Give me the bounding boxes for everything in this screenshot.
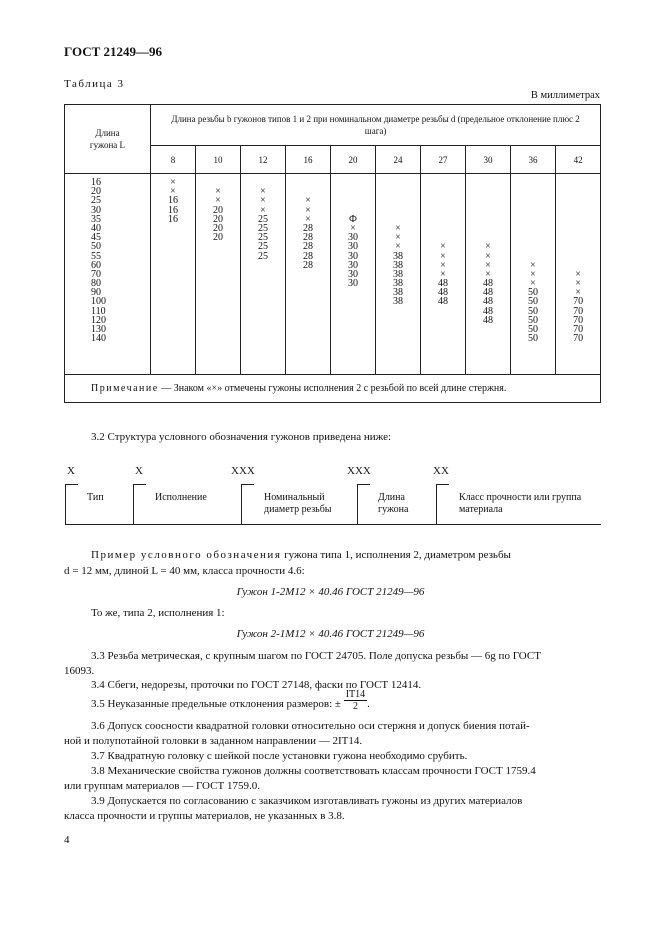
thread-length-cell — [286, 325, 330, 334]
thread-length-cell: 70 — [573, 324, 584, 335]
thread-length-cell: 25 — [258, 232, 268, 244]
fraction-numerator: IT14 — [345, 689, 366, 700]
thread-length-cell — [151, 307, 195, 316]
thread-length-cell: × — [350, 222, 356, 234]
fraction-denominator: 2 — [352, 701, 358, 712]
thread-length-cell: × — [260, 195, 266, 207]
thread-length-cell — [376, 206, 420, 215]
thread-length-cell: × — [440, 250, 446, 262]
thread-length-cell — [196, 288, 240, 297]
thread-length-cell: × — [485, 250, 491, 262]
paragraph-3-7: 3.7 Квадратную головку с шейкой после установки гужона необходимо срубить. — [91, 750, 468, 762]
note-label: Примечание — [91, 383, 159, 394]
thread-length-table — [64, 104, 601, 403]
thread-length-cell: × — [215, 195, 221, 207]
length-value: 120 — [91, 314, 106, 326]
thread-length-cell — [376, 196, 420, 205]
thread-length-column — [331, 174, 376, 375]
thread-length-cell — [511, 215, 555, 224]
thread-length-cell: 48 — [483, 278, 493, 290]
length-header-line: гужона L — [89, 140, 126, 150]
thread-length-cell: 30 — [348, 268, 358, 280]
thread-length-cell — [511, 178, 555, 187]
thread-length-cell — [241, 270, 285, 279]
thread-length-column — [556, 174, 601, 375]
paragraph-3-3: 3.3 Резьба метрическая, с крупным шагом по ГОСТ 24705. Поле допуска резьбы — 6g по ГОСТ — [91, 650, 541, 662]
thread-length-cell — [421, 187, 465, 196]
thread-length-cell — [421, 307, 465, 316]
thread-length-cell — [511, 187, 555, 196]
thread-length-cell — [331, 307, 375, 316]
thread-length-cell — [466, 178, 510, 187]
thread-length-cell: 50 — [528, 333, 538, 345]
thread-length-cell: 25 — [258, 213, 268, 225]
thread-length-cell: 50 — [528, 296, 538, 308]
length-value: 40 — [91, 222, 101, 234]
thread-length-cell: × — [170, 177, 176, 188]
diameter-header: 24 — [376, 146, 421, 174]
thread-length-cell — [286, 307, 330, 316]
thread-length-cell — [151, 270, 195, 279]
thread-length-cell — [196, 252, 240, 261]
length-column-header — [65, 105, 151, 174]
thread-length-cell — [151, 297, 195, 306]
paragraph-3-6: 3.6 Допуск соосности квадратной головки относительно оси стержня и допуск биения потай- — [91, 720, 530, 732]
paragraph-3-9: 3.9 Допускается по согласованию с заказчиком изготавливать гужоны из других материалов — [91, 795, 523, 807]
thread-length-cell: 30 — [348, 232, 358, 244]
length-value: 80 — [91, 278, 101, 290]
thread-length-cell — [511, 242, 555, 251]
thread-length-cell — [421, 178, 465, 187]
thread-length-cell: 48 — [483, 314, 493, 326]
thread-length-cell: 28 — [303, 250, 313, 262]
diameter-header: 16 — [286, 146, 331, 174]
thread-length-cell — [151, 242, 195, 251]
thread-length-cell — [241, 325, 285, 334]
scheme-mark: X — [67, 465, 75, 477]
thread-length-column — [511, 174, 556, 375]
paragraph-3-9-cont: класса прочности и группы материалов, не указанных в 3.8. — [64, 810, 345, 822]
lengths-cell — [65, 174, 151, 375]
designation-example-1: Гужон 1-2М12 × 40.46 ГОСТ 21249—96 — [236, 586, 425, 598]
scheme-mark: XXX — [347, 465, 371, 477]
thread-length-cell — [421, 334, 465, 343]
thread-length-cell: 16 — [168, 204, 178, 216]
scheme-mark: XX — [433, 465, 449, 477]
thread-length-cell — [331, 178, 375, 187]
thread-length-cell: × — [305, 213, 311, 225]
length-value: 100 — [91, 296, 106, 308]
thread-length-cell: 38 — [393, 278, 403, 290]
thread-length-cell: × — [485, 268, 491, 280]
thread-length-cell — [556, 215, 600, 224]
thread-length-cell: 20 — [213, 213, 223, 225]
paragraph-3-3-cont: 16093. — [64, 665, 95, 677]
thread-length-cell: × — [170, 186, 176, 198]
thread-length-column — [196, 174, 241, 375]
diameter-header: 20 — [331, 146, 376, 174]
thread-length-cell: × — [440, 241, 446, 253]
thread-length-cell — [376, 325, 420, 334]
thread-length-cell — [376, 334, 420, 343]
diameter-header: 36 — [511, 146, 556, 174]
thread-length-cell: 70 — [573, 314, 584, 326]
length-value: 140 — [91, 333, 106, 345]
scheme-underline — [133, 484, 242, 525]
diameter-header: 30 — [466, 146, 511, 174]
thread-length-cell: 25 — [258, 250, 268, 262]
thread-length-cell: 38 — [393, 287, 403, 299]
thread-length-cell — [556, 187, 600, 196]
thread-length-cell — [286, 279, 330, 288]
table-label: Таблица 3 — [64, 78, 125, 90]
thread-length-cell — [151, 261, 195, 270]
length-value: 70 — [91, 268, 101, 280]
thread-length-cell: × — [395, 232, 401, 244]
thread-length-cell: 30 — [348, 259, 358, 271]
section-3-2: 3.2 Структура условного обозначения гужонов приведена ниже: — [91, 431, 392, 443]
thread-length-cell: 28 — [303, 232, 313, 244]
scheme-label-class — [459, 492, 581, 516]
thread-length-cell: 48 — [438, 287, 448, 299]
thread-length-cell — [556, 252, 600, 261]
thread-length-cell — [376, 307, 420, 316]
thread-length-cell — [241, 334, 285, 343]
thread-length-cell: 38 — [393, 268, 403, 280]
length-value: 25 — [91, 195, 101, 207]
thread-length-cell — [196, 316, 240, 325]
thread-length-cell: 38 — [393, 259, 403, 271]
thread-length-cell: 50 — [528, 305, 538, 317]
thread-length-cell — [196, 279, 240, 288]
length-value: 60 — [91, 259, 101, 271]
thread-length-cell — [421, 206, 465, 215]
thread-length-cell — [556, 242, 600, 251]
scheme-label-line: гужона — [378, 504, 409, 515]
thread-length-cell: 48 — [483, 296, 493, 308]
scheme-label-line: Исполнение — [155, 492, 207, 503]
thread-length-cell — [331, 187, 375, 196]
thread-length-cell: 20 — [213, 232, 223, 244]
paragraph-3-5-end: . — [367, 698, 370, 711]
thread-length-cell — [241, 316, 285, 325]
thread-length-cell: 50 — [528, 324, 538, 335]
scheme-label-line: Длина — [378, 492, 405, 503]
length-value: 20 — [91, 186, 101, 198]
thread-length-cell — [196, 307, 240, 316]
thread-length-cell — [241, 307, 285, 316]
thread-length-cell — [466, 196, 510, 205]
length-value: 50 — [91, 241, 101, 253]
thread-length-cell — [241, 297, 285, 306]
paragraph-3-5 — [91, 689, 370, 712]
scheme-label-line: материала — [459, 504, 503, 515]
thread-length-column — [241, 174, 286, 375]
scheme-label-line: диаметр резьбы — [264, 504, 332, 515]
thread-length-cell: 70 — [573, 333, 584, 345]
thread-length-cell — [421, 196, 465, 205]
thread-length-cell — [466, 206, 510, 215]
thread-length-cell: 30 — [348, 241, 358, 253]
thread-length-cell — [556, 224, 600, 233]
document-title: ГОСТ 21249—96 — [64, 44, 163, 59]
thread-length-cell — [241, 261, 285, 270]
diameter-header: 10 — [196, 146, 241, 174]
scheme-mark: X — [135, 465, 143, 477]
thread-length-cell: 50 — [528, 287, 538, 299]
thread-length-cell — [376, 316, 420, 325]
thread-length-header: Длина резьбы b гужонов типов 1 и 2 при номинальном диаметре резьбы d (предельное отклонение плюс 2 шага) — [151, 105, 601, 146]
thread-length-cell — [331, 334, 375, 343]
thread-length-cell: × — [530, 278, 536, 290]
thread-length-cell: × — [575, 287, 581, 299]
length-value: 110 — [91, 305, 106, 317]
thread-length-cell — [151, 224, 195, 233]
thread-length-cell: 48 — [483, 305, 493, 317]
length-value: 16 — [91, 177, 101, 188]
paragraph-3-8-cont: или группам материалов — ГОСТ 1759.0. — [64, 780, 260, 792]
thread-length-cell — [421, 215, 465, 224]
example-line-1 — [91, 548, 511, 563]
thread-length-cell — [466, 215, 510, 224]
designation-example-2: Гужон 2-1М12 × 40.46 ГОСТ 21249—96 — [236, 628, 425, 640]
thread-length-cell — [511, 196, 555, 205]
thread-length-cell: × — [485, 241, 491, 253]
thread-length-cell: 28 — [303, 241, 313, 253]
thread-length-cell — [151, 325, 195, 334]
diameter-header: 8 — [151, 146, 196, 174]
thread-length-cell — [196, 325, 240, 334]
thread-length-cell: 16 — [168, 213, 178, 225]
length-value: 35 — [91, 213, 101, 225]
thread-length-cell: × — [485, 259, 491, 271]
thread-length-cell — [286, 297, 330, 306]
thread-length-cell — [331, 325, 375, 334]
scheme-mark: XXX — [231, 465, 255, 477]
thread-length-cell: × — [215, 186, 221, 198]
scheme-label-line: Номинальный — [264, 492, 325, 503]
paragraph-3-4: 3.4 Сбеги, недорезы, проточки по ГОСТ 27148, фаски по ГОСТ 12414. — [91, 679, 422, 691]
scheme-underline — [65, 484, 134, 525]
thread-length-cell: Ф — [349, 213, 357, 225]
thread-length-cell — [466, 334, 510, 343]
thread-length-cell: 28 — [303, 222, 313, 234]
same-example-text: То же, типа 2, исполнения 1: — [91, 607, 225, 619]
diameter-header: 12 — [241, 146, 286, 174]
thread-length-cell: 25 — [258, 222, 268, 234]
thread-length-cell — [151, 316, 195, 325]
thread-length-column — [376, 174, 421, 375]
thread-length-cell — [511, 233, 555, 242]
thread-length-cell — [556, 206, 600, 215]
thread-length-cell: 70 — [573, 305, 584, 317]
length-header-line: Длина — [95, 128, 120, 138]
thread-length-cell: × — [395, 241, 401, 253]
thread-length-cell: 48 — [483, 287, 493, 299]
thread-length-cell — [286, 334, 330, 343]
scheme-label-line: Класс прочности или группа — [459, 492, 582, 503]
thread-length-cell: 70 — [573, 296, 584, 308]
table-note — [65, 375, 601, 403]
paragraph-3-6-cont: ной и полупотайной головки в заданном направлении — 2IT14. — [64, 735, 363, 747]
thread-length-cell: × — [530, 259, 536, 271]
thread-length-cell — [331, 316, 375, 325]
length-value: 30 — [91, 204, 101, 216]
thread-length-cell — [331, 196, 375, 205]
thread-length-cell — [151, 279, 195, 288]
scheme-label-variant — [155, 492, 207, 504]
thread-length-cell — [241, 288, 285, 297]
fraction — [344, 689, 367, 712]
thread-length-cell: 38 — [393, 250, 403, 262]
length-value: 130 — [91, 324, 106, 335]
length-value: 45 — [91, 232, 101, 244]
thread-length-cell: × — [440, 268, 446, 280]
thread-length-cell — [511, 206, 555, 215]
thread-length-cell: 20 — [213, 222, 223, 234]
thread-length-cell — [196, 334, 240, 343]
thread-length-cell — [331, 297, 375, 306]
length-value: 90 — [91, 287, 101, 299]
length-value: 55 — [91, 250, 101, 262]
thread-length-column — [151, 174, 196, 375]
scheme-label-type — [87, 492, 104, 504]
thread-length-cell: 16 — [168, 195, 178, 207]
thread-length-cell — [196, 297, 240, 306]
example-label: Пример условного обозначения — [91, 549, 282, 561]
thread-length-cell — [286, 288, 330, 297]
thread-length-cell: × — [260, 204, 266, 216]
thread-length-cell: × — [305, 204, 311, 216]
thread-length-cell: × — [440, 259, 446, 271]
thread-length-cell — [196, 270, 240, 279]
thread-length-cell: × — [530, 268, 536, 280]
thread-length-cell — [466, 187, 510, 196]
thread-length-cell — [556, 233, 600, 242]
thread-length-column — [466, 174, 511, 375]
scheme-label-diameter — [264, 492, 332, 516]
thread-length-cell: × — [395, 222, 401, 234]
diameter-header: 27 — [421, 146, 466, 174]
thread-length-cell — [196, 242, 240, 251]
thread-length-cell — [286, 316, 330, 325]
example-line-2: d = 12 мм, длиной L = 40 мм, класса прочности 4.6: — [64, 565, 305, 577]
thread-length-cell: × — [575, 268, 581, 280]
thread-length-cell — [151, 252, 195, 261]
thread-length-column — [286, 174, 331, 375]
thread-length-cell: × — [260, 186, 266, 198]
units-label: В миллиметрах — [530, 90, 600, 101]
thread-length-cell — [466, 325, 510, 334]
scheme-label-line: Тип — [87, 492, 104, 503]
thread-length-cell — [376, 178, 420, 187]
thread-length-cell — [421, 325, 465, 334]
scheme-label-length — [378, 492, 408, 516]
thread-length-cell — [421, 224, 465, 233]
thread-length-cell: 50 — [528, 314, 538, 326]
diameter-header: 42 — [556, 146, 601, 174]
thread-length-cell — [151, 288, 195, 297]
thread-length-cell — [511, 224, 555, 233]
thread-length-cell — [556, 178, 600, 187]
example-text: гужона типа 1, исполнения 2, диаметром резьбы — [281, 549, 511, 561]
paragraph-3-8: 3.8 Механические свойства гужонов должны соответствовать классам прочности ГОСТ 1759.4 — [91, 765, 536, 777]
thread-length-cell: 30 — [348, 250, 358, 262]
thread-length-cell — [331, 288, 375, 297]
thread-length-cell — [196, 261, 240, 270]
thread-length-cell — [286, 178, 330, 187]
thread-length-cell — [376, 187, 420, 196]
page-number: 4 — [64, 834, 70, 846]
thread-length-cell: × — [305, 195, 311, 207]
thread-length-cell: 30 — [348, 278, 358, 290]
paragraph-3-5-text: 3.5 Неуказанные предельные отклонения размеров: ± — [91, 698, 341, 711]
thread-length-cell: 48 — [438, 296, 448, 308]
thread-length-cell — [466, 224, 510, 233]
thread-length-cell — [421, 316, 465, 325]
thread-length-column — [421, 174, 466, 375]
table-data-row — [65, 174, 601, 375]
thread-length-cell: 25 — [258, 241, 268, 253]
thread-length-cell: × — [575, 278, 581, 290]
thread-length-cell — [151, 233, 195, 242]
thread-length-cell — [151, 334, 195, 343]
note-text: — Знаком «×» отмечены гужоны исполнения 2 с резьбой по всей длине стержня. — [158, 383, 507, 394]
thread-length-cell: 28 — [303, 259, 313, 271]
thread-length-cell — [241, 279, 285, 288]
thread-length-cell: 48 — [438, 278, 448, 290]
thread-length-cell — [286, 270, 330, 279]
thread-length-cell — [556, 196, 600, 205]
thread-length-cell: 20 — [213, 204, 223, 216]
thread-length-cell: 38 — [393, 296, 403, 308]
